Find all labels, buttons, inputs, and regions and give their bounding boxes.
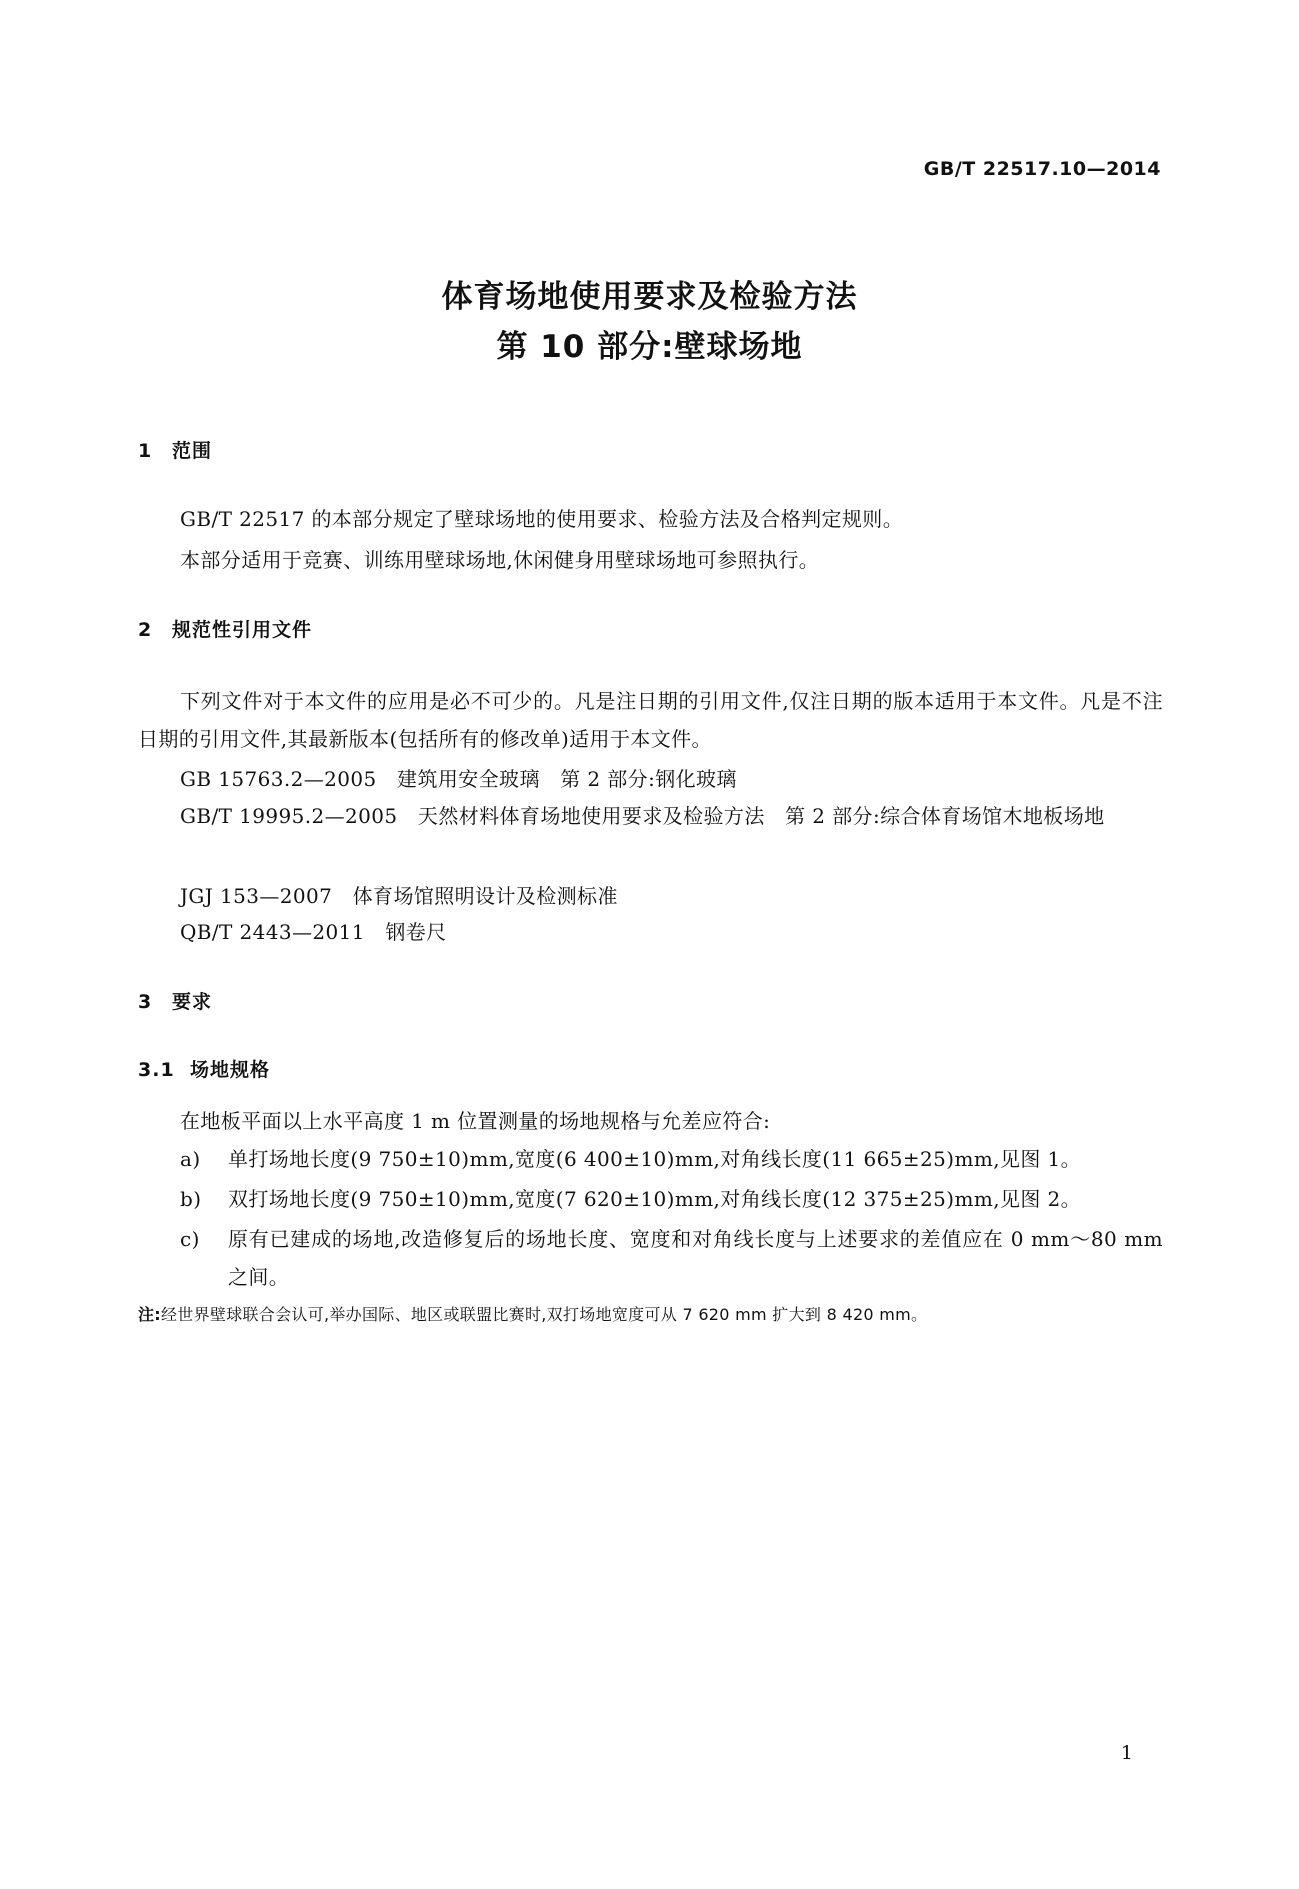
section-number: 2 [138, 619, 153, 641]
section-title: 场地规格 [190, 1059, 271, 1081]
reference-title: 天然材料体育场地使用要求及检验方法 第 2 部分:综合体育场馆木地板场地 [417, 804, 1105, 828]
list-marker: c) [180, 1227, 200, 1251]
section-title: 要求 [172, 991, 213, 1013]
section-title: 规范性引用文件 [172, 619, 313, 641]
reference-code: GB/T 19995.2—2005 [180, 804, 398, 828]
reference-item [138, 797, 1163, 835]
reference-title: 建筑用安全玻璃 第 2 部分:钢化玻璃 [397, 767, 737, 791]
section-1-heading [138, 436, 212, 463]
section-3-1-intro: 在地板平面以上水平高度 1 m 位置测量的场地规格与允差应符合: [180, 1109, 771, 1133]
section-3-heading [138, 987, 212, 1014]
list-text: 单打场地长度(9 750±10)mm,宽度(6 400±10)mm,对角线长度(11 665±25)mm,见图 1。 [228, 1147, 1082, 1171]
list-item-a [180, 1140, 1081, 1178]
list-item-b [180, 1180, 1081, 1218]
section-1-paragraph-1: GB/T 22517 的本部分规定了壁球场地的使用要求、检验方法及合格判定规则。 [180, 507, 904, 531]
reference-title: 体育场馆照明设计及检测标准 [352, 884, 618, 908]
list-item-c [180, 1220, 1165, 1296]
list-marker: b) [180, 1187, 202, 1211]
section-number: 3 [138, 991, 153, 1013]
document-title [0, 272, 1299, 372]
reference-title: 钢卷尺 [385, 920, 447, 944]
section-title: 范围 [172, 440, 213, 462]
title-line-1: 体育场地使用要求及检验方法 [441, 279, 858, 315]
reference-item [180, 765, 737, 793]
reference-code: QB/T 2443—2011 [180, 920, 365, 944]
section-1-paragraph-2: 本部分适用于竞赛、训练用壁球场地,休闲健身用壁球场地可参照执行。 [180, 548, 820, 572]
list-marker: a) [180, 1147, 201, 1171]
reference-item [180, 918, 447, 946]
section-2-heading [138, 615, 312, 642]
section-number: 1 [138, 440, 153, 462]
reference-code: JGJ 153—2007 [180, 884, 333, 908]
reference-item [180, 882, 618, 910]
note-text: 经世界壁球联合会认可,举办国际、地区或联盟比赛时,双打场地宽度可从 7 620 mm 扩大到 8 420 mm。 [161, 1305, 928, 1324]
note [138, 1302, 927, 1325]
list-text: 双打场地长度(9 750±10)mm,宽度(7 620±10)mm,对角线长度(12 375±25)mm,见图 2。 [228, 1187, 1082, 1211]
section-number: 3.1 [138, 1059, 175, 1081]
section-2-intro: 下列文件对于本文件的应用是必不可少的。凡是注日期的引用文件,仅注日期的版本适用于本文件。凡是不注日期的引用文件,其最新版本(包括所有的修改单)适用于本文件。 [138, 689, 1163, 751]
reference-code: GB 15763.2—2005 [180, 767, 377, 791]
section-3-1-heading [138, 1055, 270, 1082]
standard-number: GB/T 22517.10—2014 [923, 158, 1161, 180]
note-label: 注: [138, 1305, 161, 1324]
page-number: 1 [1120, 1742, 1133, 1764]
title-line-2: 第 10 部分:壁球场地 [496, 329, 803, 365]
list-text: 原有已建成的场地,改造修复后的场地长度、宽度和对角线长度与上述要求的差值应在 0 mm～80 mm 之间。 [228, 1227, 1163, 1289]
